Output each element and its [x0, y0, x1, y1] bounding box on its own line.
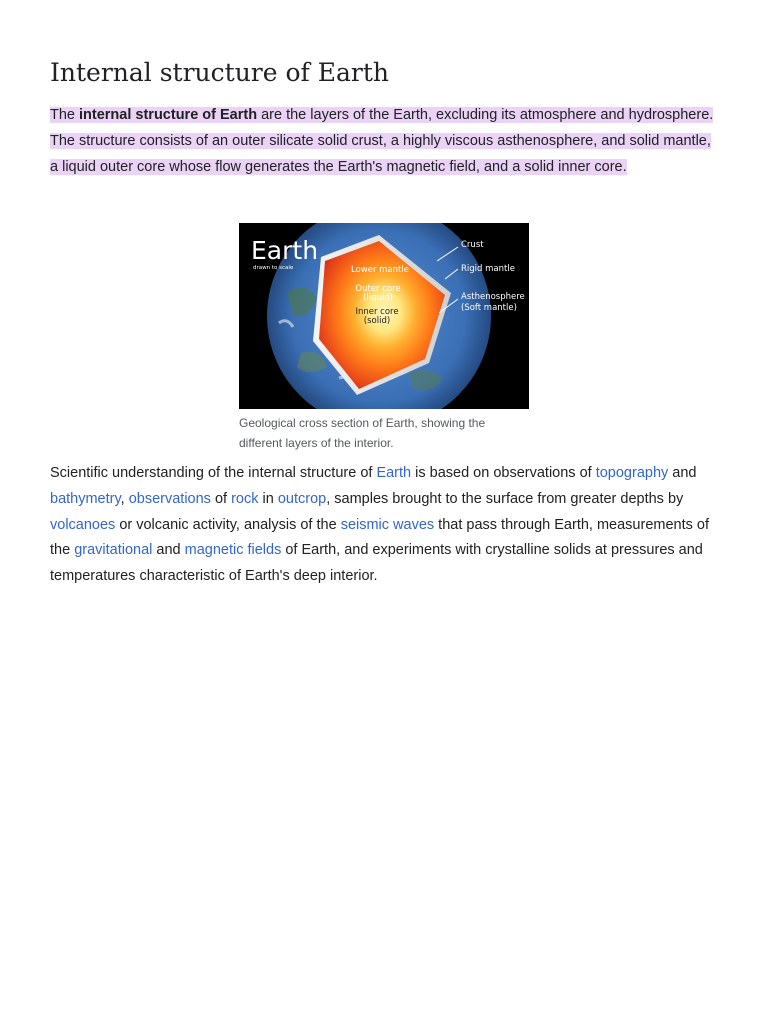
link-topography[interactable]: topography — [595, 465, 669, 481]
link-volcanoes[interactable]: volcanoes — [50, 516, 116, 533]
text-segment: is based on observations of — [411, 465, 596, 481]
page-title: Internal structure of Earth — [50, 58, 389, 87]
link-earth[interactable]: Earth — [376, 465, 412, 481]
intro-paragraph — [50, 103, 718, 180]
label-asthenosphere: Asthenosphere — [461, 292, 525, 302]
text-segment: and — [668, 465, 697, 481]
label-outer-core-state: (liquid) — [363, 293, 393, 303]
label-outer-core: Outer core — [355, 284, 401, 294]
label-inner-core: Inner core — [355, 307, 399, 317]
text-segment: , — [120, 490, 129, 507]
link-observations[interactable]: observations — [128, 490, 211, 507]
text-segment: and — [152, 542, 185, 559]
highlighted-text[interactable] — [50, 107, 713, 175]
label-lower-mantle: Lower mantle — [351, 265, 409, 275]
intro-bold-term: internal structure of Earth — [79, 107, 258, 123]
earth-figure — [239, 223, 529, 453]
text-segment: in — [258, 490, 278, 507]
text-segment: of Earth, and experiments with crystalline solids at pressures and temperatures characteristic of Earth's deep interior. — [50, 542, 703, 585]
text-segment: of — [210, 490, 232, 507]
intro-rest: are the layers of the Earth, excluding its atmosphere and hydrosphere. The structure consists of an outer silicate solid crust, a highly viscous asthenosphere, and solid mantle, a liquid outer core whose flow generates the Earth's magnetic field, and a solid inner core. — [50, 107, 714, 175]
link-outcrop[interactable]: outcrop — [277, 490, 327, 507]
body-paragraph — [50, 461, 718, 590]
text-segment: that pass through Earth, measurements of the — [50, 516, 709, 559]
text-segment: or volcanic activity, analysis of the — [115, 516, 341, 533]
label-crust: Crust — [461, 240, 484, 250]
link-bathymetry[interactable]: bathymetry — [50, 490, 121, 507]
figure-heading: Earth — [251, 236, 319, 265]
figure-subheading: drawn to scale — [253, 265, 294, 271]
link-rock[interactable]: rock — [231, 490, 259, 507]
figure-caption: Geological cross section of Earth, showing the different layers of the interior. — [239, 416, 486, 450]
label-inner-core-state: (solid) — [363, 316, 391, 326]
intro-lead: The — [50, 107, 80, 123]
label-rigid-mantle: Rigid mantle — [461, 264, 515, 274]
earth-cross-section-image[interactable] — [239, 223, 529, 409]
link-gravitational[interactable]: gravitational — [74, 542, 153, 559]
link-seismic-waves[interactable]: seismic waves — [340, 516, 435, 533]
label-soft-mantle: (Soft mantle) — [461, 303, 517, 313]
link-magnetic-fields[interactable]: magnetic fields — [184, 542, 282, 559]
text-segment: Scientific understanding of the internal structure of — [50, 465, 377, 481]
text-segment: , samples brought to the surface from greater depths by — [326, 490, 684, 507]
